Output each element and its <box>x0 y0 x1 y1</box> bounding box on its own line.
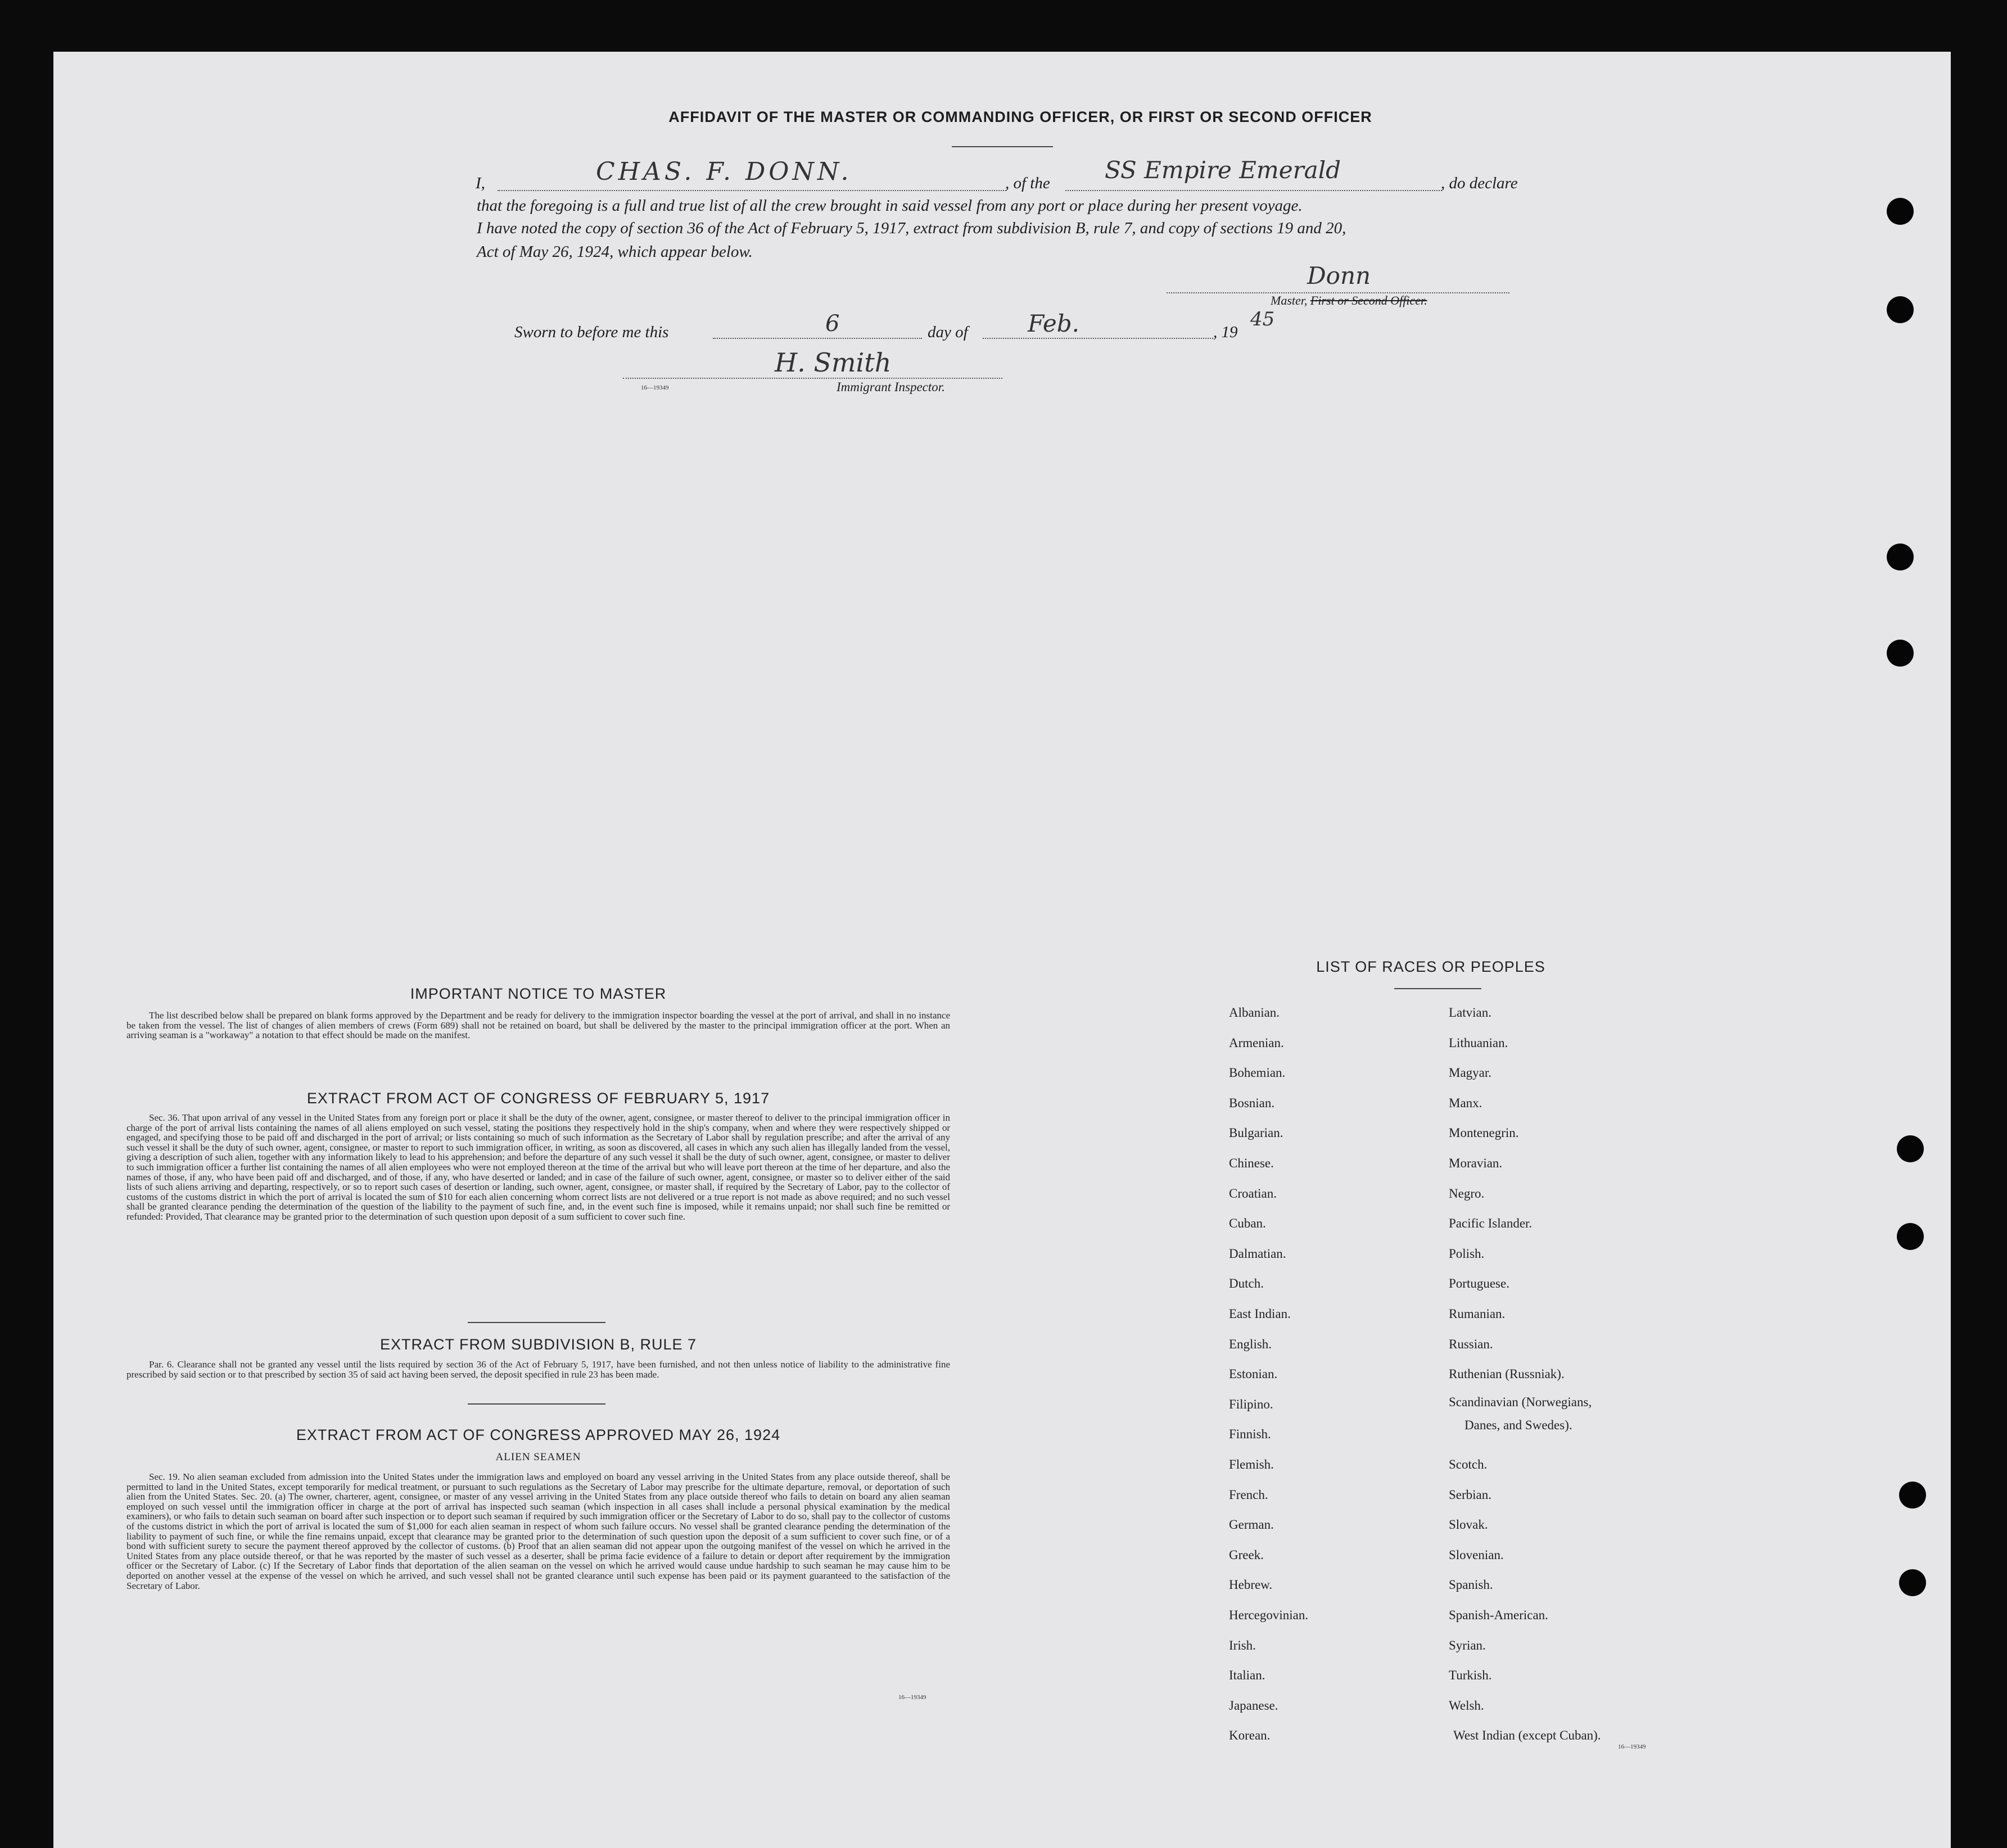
day-value: 6 <box>825 311 840 337</box>
punch-hole <box>1887 198 1914 225</box>
punch-hole <box>1887 640 1914 667</box>
punch-hole <box>1897 1223 1924 1250</box>
inspector-signature-line <box>623 347 1002 379</box>
race-item: Russian. <box>1449 1337 1493 1351</box>
form-number-affidavit: 16—19349 <box>641 384 669 391</box>
master-label: Master, <box>1271 293 1308 307</box>
notice-title: IMPORTANT NOTICE TO MASTER <box>410 985 667 1002</box>
month-value: Feb. <box>1028 310 1079 337</box>
race-item: Slovenian. <box>1449 1548 1504 1562</box>
extract-divider <box>468 1322 605 1323</box>
race-item: East Indian. <box>1229 1307 1291 1321</box>
race-item: Dalmatian. <box>1229 1247 1286 1261</box>
notice-body: The list described below shall be prepared on blank forms approved by the Department and be ready for delivery to the immigration inspector boarding the vessel at the port of arrival, and shall in no instance be taken from the vessel. The list of changes of alien members of crews (Form 689) shall not be retained on board, but shall be delivered by the master to the principal immigration officer at the port. When an arriving seaman is a "workaway" a notation to that effect should be made on the manifest. <box>126 1010 950 1041</box>
race-item: Hercegovinian. <box>1229 1608 1309 1622</box>
year-value: 45 <box>1250 308 1275 330</box>
month-field <box>983 310 1213 339</box>
extract3-body: Sec. 19. No alien seaman excluded from admission into the United States under the immigration laws and employed on board any vessel arriving in the United States from any place outside thereof, shall be permitted to land in the United States, except temporarily for medical treatment, or pursuant to such regulations as the Secretary of Labor may prescribe for the ultimate departure, removal, or deportation of such alien from the United States. Sec. 20. (a) The owner, charterer, agent, consignee, or master of any vessel arriving in the United States from any place outside thereof who fails to detain on board any alien seaman employed on such vessel until the immigration officer in charge at the port of arrival has inspected such seaman (which inspection in all cases shall include a personal physical examination by the medical examiners), or who fails to detain such seaman on board after such inspection or to deport such seaman if required by such immigration officer or the Secretary of Labor to do so, shall pay to the collector of customs of the customs district in which the port of arrival is located the sum of $1,000 for each alien seaman in respect of whom such failure occurs. No vessel shall be granted clearance pending the determination of the liability to payment of such fine, or while the fine remains unpaid, except that clearance may be granted prior to the determination of such question upon the deposit of a sum sufficient to cover such fine, or of a bond with sufficient surety to secure the payment thereof approved by the collector of customs. (b) Proof that an alien seaman did not appear upon the outgoing manifest of the vessel on which he arrived in the United States from any place outside thereof, or that he was reported by the master of such vessel as a deserter, shall be prima facie evidence of a failure to detain or deport after requirement by the immigration officer or the Secretary of Labor. (c) If the Secretary of Labor finds that deportation of the alien seaman on the vessel on which he arrived would cause undue hardship to such seaman he may cause him to be deported on another vessel at the expense of the vessel on which he arrived, and such vessel shall not be granted clearance until such expense has been paid or its payment guaranteed to the satisfaction of the Secretary of Labor. <box>126 1471 950 1591</box>
master-signature-line <box>1167 262 1509 293</box>
races-divider <box>1394 988 1481 989</box>
form-number-notice: 16—19349 <box>898 1694 926 1701</box>
master-signature: Donn <box>1307 262 1371 289</box>
race-item: Albanian. <box>1229 1005 1280 1020</box>
day-of-label: day of <box>928 323 968 341</box>
race-item: German. <box>1229 1518 1274 1532</box>
race-item: Slovak. <box>1449 1518 1488 1532</box>
race-item: Pacific Islander. <box>1449 1216 1533 1230</box>
i-label: I, <box>476 174 485 192</box>
race-item: Cuban. <box>1229 1216 1266 1230</box>
extract3-title: EXTRACT FROM ACT OF CONGRESS APPROVED MAY 26, 1924 <box>296 1426 781 1443</box>
race-item: Serbian. <box>1449 1488 1492 1502</box>
race-item: Filipino. <box>1229 1397 1273 1411</box>
punch-hole <box>1897 1135 1924 1162</box>
vessel-name: SS Empire Emerald <box>1105 156 1341 184</box>
of-the-label: , of the <box>1005 174 1050 192</box>
race-item: Scotch. <box>1449 1457 1488 1471</box>
extract1-body: Sec. 36. That upon arrival of any vessel in the United States from any foreign port or place it shall be the duty of the owner, agent, consignee, or master thereof to deliver to the principal immigration officer in charge of the port of arrival lists containing the names of all aliens employed on such vessel, stating the positions they respectively hold in the ship's company, when and where they were respectively shipped or engaged, and specifying those to be paid off and discharged in the port of arrival; or lists containing so much of such information as the Secretary of Labor shall by regulation prescribe; and after the arrival of any such vessel it shall be the duty of such owner, agent, consignee, or master to report to such immigration officer, in writing, as soon as discovered, all cases in which any such alien has illegally landed from the vessel, giving a description of such alien, together with any information likely to lead to his apprehension; and before the departure of any such vessel it shall be the duty of such owner, agent, consignee, or master to deliver to such immigration officer a further list containing the names of all alien employees who were not employed thereon at the time of the arrival but who will leave port thereon at the time of her departure, and also the names of those, if any, who have been paid off and discharged, and of those, if any, who have deserted or landed; and in case of the failure of such owner, agent, consignee, or master so to deliver either of the said lists of such aliens arriving and departing, respectively, or so to report such cases of desertion or landing, such owner, agent, consignee, or master shall, if required by the Secretary of Labor, pay to the collector of customs of the customs district in which the port of arrival is located the sum of $10 for each alien concerning whom correct lists are not delivered or a true report is not made as above required; and no such vessel shall be granted clearance pending the determination of the question of the liability to the payment of such fine, and, in the event such fine is imposed, while it remains unpaid; nor shall such fine be remitted or refunded: Provided, That clearance may be granted prior to the determination of such question upon deposit of a sum sufficient to cover such fine. <box>126 1112 950 1222</box>
extract2-title: EXTRACT FROM SUBDIVISION B, RULE 7 <box>379 1336 697 1353</box>
form-number-races: 16—19349 <box>1618 1743 1646 1750</box>
race-item: Negro. <box>1449 1186 1485 1201</box>
race-item: Montenegrin. <box>1449 1126 1519 1140</box>
races-title: LIST OF RACES OR PEOPLES <box>1316 958 1545 975</box>
punch-hole <box>1899 1569 1926 1596</box>
race-item: Spanish. <box>1449 1578 1493 1592</box>
affidavit-line-2: that the foregoing is a full and true list of all the crew brought in said vessel from any port or place during her present voyage. <box>477 197 1303 215</box>
race-item: Rumanian. <box>1449 1307 1506 1321</box>
race-item: Greek. <box>1229 1548 1264 1562</box>
race-item: Bosnian. <box>1229 1096 1275 1110</box>
race-item: Korean. <box>1229 1728 1271 1742</box>
extract-divider <box>468 1403 605 1405</box>
race-item: Croatian. <box>1229 1186 1277 1201</box>
sworn-label: Sworn to before me this <box>514 323 669 341</box>
title-divider <box>952 146 1053 147</box>
punch-hole <box>1887 543 1914 570</box>
race-item: Scandinavian (Norwegians, <box>1449 1395 1592 1409</box>
affidavit-title: AFFIDAVIT OF THE MASTER OR COMMANDING OFFICER, OR FIRST OR SECOND OFFICER <box>668 108 1372 125</box>
race-item: Manx. <box>1449 1096 1482 1110</box>
race-item: Magyar. <box>1449 1066 1492 1080</box>
master-caption <box>1271 293 1427 308</box>
day-field <box>713 311 922 339</box>
affidavit-line-3: I have noted the copy of section 36 of the Act of February 5, 1917, extract from subdivision B, rule 7, and copy of sections 19 and 20, <box>477 219 1346 237</box>
race-item: Moravian. <box>1449 1156 1503 1170</box>
inspector-caption: Immigrant Inspector. <box>837 380 945 394</box>
extract1-title: EXTRACT FROM ACT OF CONGRESS OF FEBRUARY 5, 1917 <box>306 1090 770 1107</box>
year-prefix: , 19 <box>1213 323 1238 341</box>
extract3-subtitle: ALIEN SEAMEN <box>495 1451 581 1463</box>
do-declare-label: , do declare <box>1441 174 1518 192</box>
race-item: Portuguese. <box>1449 1276 1509 1290</box>
race-item: Spanish-American. <box>1449 1608 1548 1622</box>
race-item: Lithuanian. <box>1449 1036 1508 1050</box>
race-scandinavian-continued: Danes, and Swedes). <box>1464 1418 1572 1432</box>
race-item: Italian. <box>1229 1668 1265 1682</box>
race-item: Polish. <box>1449 1247 1485 1261</box>
extract2-body: Par. 6. Clearance shall not be granted any vessel until the lists required by section 36 of the Act of February 5, 1917, have been furnished, and not then unless notice of liability to the administrative fine prescribed by said section or to that prescribed by section 35 of said act having been served, the deposit specified in rule 23 has been made. <box>126 1359 950 1380</box>
punch-hole <box>1887 296 1914 323</box>
race-item: English. <box>1229 1337 1272 1351</box>
race-item: Hebrew. <box>1229 1578 1273 1592</box>
race-item: Irish. <box>1229 1638 1256 1652</box>
race-item: West Indian (except Cuban). <box>1453 1728 1601 1742</box>
race-item: Syrian. <box>1449 1638 1486 1652</box>
race-item: Welsh. <box>1449 1698 1484 1713</box>
race-item: Chinese. <box>1229 1156 1274 1170</box>
race-item: French. <box>1229 1488 1268 1502</box>
race-item: Bohemian. <box>1229 1066 1286 1080</box>
race-item: Dutch. <box>1229 1276 1264 1290</box>
race-item: Armenian. <box>1229 1036 1284 1050</box>
race-item: Ruthenian (Russniak). <box>1449 1367 1565 1381</box>
race-item: Finnish. <box>1229 1427 1271 1441</box>
struck-officer-label: First or Second Officer. <box>1310 293 1427 307</box>
race-item: Flemish. <box>1229 1457 1274 1471</box>
affidavit-line-4: Act of May 26, 1924, which appear below. <box>477 243 753 261</box>
master-name: CHAS. F. DONN. <box>596 157 852 186</box>
race-item: Estonian. <box>1229 1367 1278 1381</box>
master-name-field <box>498 157 1006 191</box>
race-item: Japanese. <box>1229 1698 1278 1713</box>
inspector-signature: H. Smith <box>775 347 892 378</box>
vessel-name-field <box>1065 156 1442 191</box>
race-item: Turkish. <box>1449 1668 1492 1682</box>
race-item: Latvian. <box>1449 1005 1491 1020</box>
punch-hole <box>1899 1482 1926 1509</box>
race-item: Bulgarian. <box>1229 1126 1283 1140</box>
